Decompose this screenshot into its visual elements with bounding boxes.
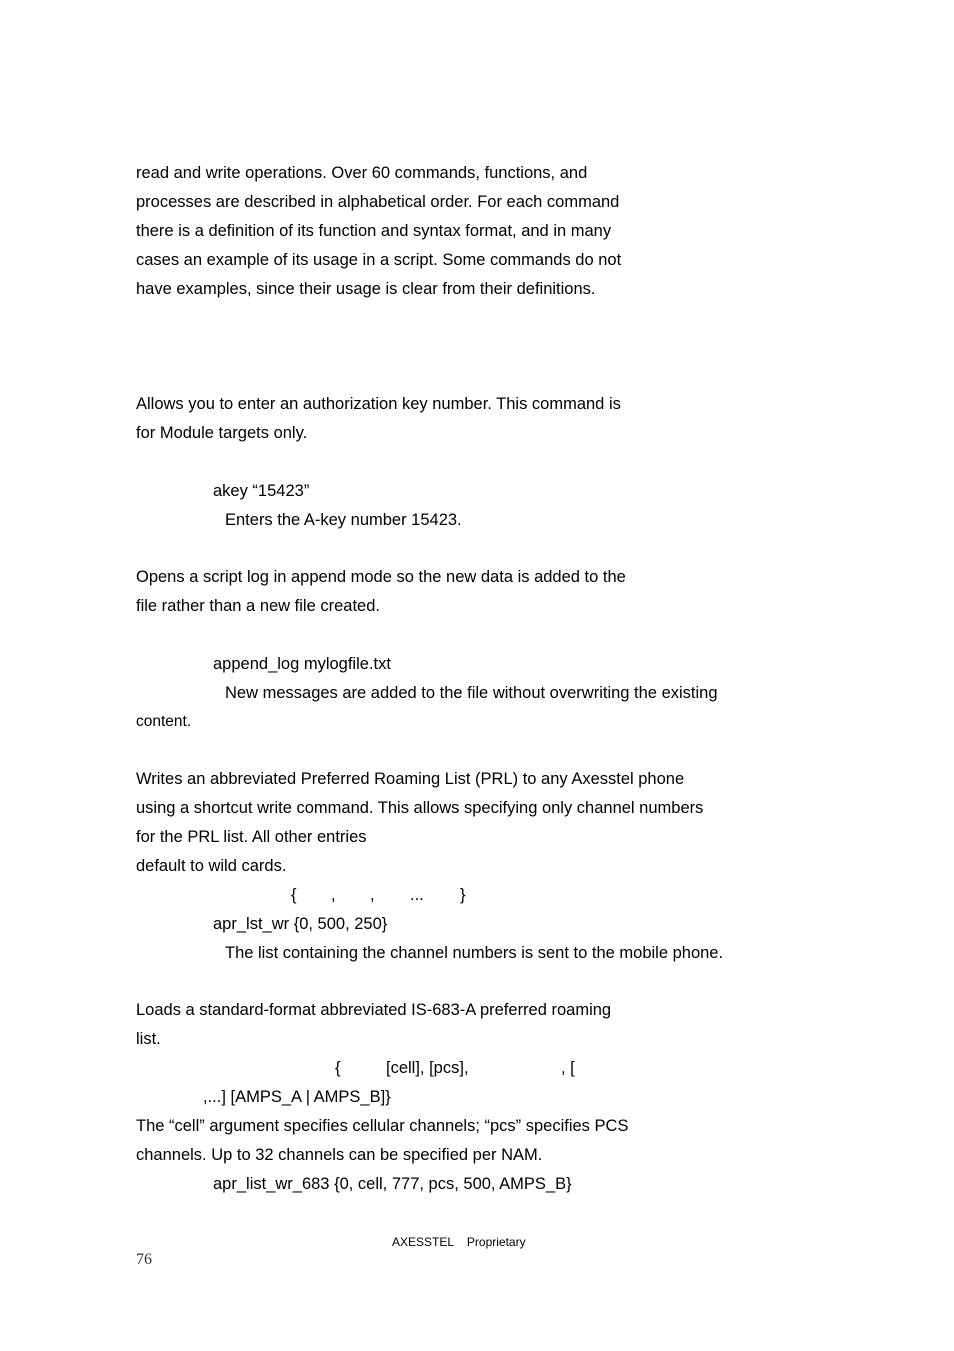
apr-list-wr-683-example: apr_list_wr_683 {0, cell, 777, pcs, 500, AMPS_B} [213, 1175, 572, 1193]
akey-result: Enters the A-key number 15423. [225, 511, 462, 529]
apr-list-wr-683-note-1: The “cell” argument specifies cellular channels; “pcs” specifies PCS [136, 1117, 629, 1135]
intro-line-3: there is a definition of its function and syntax format, and in many [136, 222, 612, 240]
apr-lst-wr-description-4: default to wild cards. [136, 857, 287, 875]
apr-lst-wr-syntax-close-brace: } [460, 886, 466, 904]
apr-list-wr-683-note-2: channels. Up to 32 channels can be specified per NAM. [136, 1146, 543, 1164]
apr-list-wr-683-syntax-tail: ,...] [AMPS_A | AMPS_B]} [203, 1088, 391, 1106]
apr-lst-wr-result: The list containing the channel numbers is sent to the mobile phone. [225, 944, 724, 962]
append-log-result-cont: content. [136, 713, 192, 730]
apr-lst-wr-syntax-ellipsis: ... [410, 886, 424, 904]
akey-example: akey “15423” [213, 482, 310, 500]
apr-lst-wr-example: apr_lst_wr {0, 500, 250} [213, 915, 388, 933]
intro-line-1: read and write operations. Over 60 commands, functions, and [136, 164, 588, 182]
apr-lst-wr-description-2: using a shortcut write command. This allows specifying only channel numbers [136, 799, 704, 817]
page-number: 76 [136, 1251, 152, 1268]
apr-lst-wr-description-1: Writes an abbreviated Preferred Roaming List (PRL) to any Axesstel phone [136, 770, 685, 788]
apr-list-wr-683-syntax-cell-pcs: [cell], [pcs], [386, 1059, 469, 1077]
apr-list-wr-683-description-2: list. [136, 1030, 161, 1048]
intro-line-4: cases an example of its usage in a script. Some commands do not [136, 251, 622, 269]
apr-lst-wr-syntax-open-brace: { [291, 886, 297, 904]
intro-line-2: processes are described in alphabetical order. For each command [136, 193, 620, 211]
append-log-description-2: file rather than a new file created. [136, 597, 380, 615]
footer-text: AXESSTEL Proprietary [392, 1235, 526, 1249]
apr-lst-wr-description-3: for the PRL list. All other entries [136, 828, 367, 846]
append-log-example: append_log mylogfile.txt [213, 655, 391, 673]
akey-description-1: Allows you to enter an authorization key number. This command is [136, 395, 621, 413]
apr-list-wr-683-description-1: Loads a standard-format abbreviated IS-683-A preferred roaming [136, 1001, 612, 1019]
apr-list-wr-683-syntax-open-brace: { [335, 1059, 341, 1077]
append-log-description-1: Opens a script log in append mode so the new data is added to the [136, 568, 626, 586]
apr-lst-wr-syntax-comma-1: , [331, 886, 336, 904]
akey-description-2: for Module targets only. [136, 424, 308, 442]
append-log-result: New messages are added to the file without overwriting the existing [225, 684, 718, 702]
apr-list-wr-683-syntax-comma-bracket: , [ [561, 1059, 575, 1077]
intro-line-5: have examples, since their usage is clear from their definitions. [136, 280, 596, 298]
apr-lst-wr-syntax-comma-2: , [370, 886, 375, 904]
